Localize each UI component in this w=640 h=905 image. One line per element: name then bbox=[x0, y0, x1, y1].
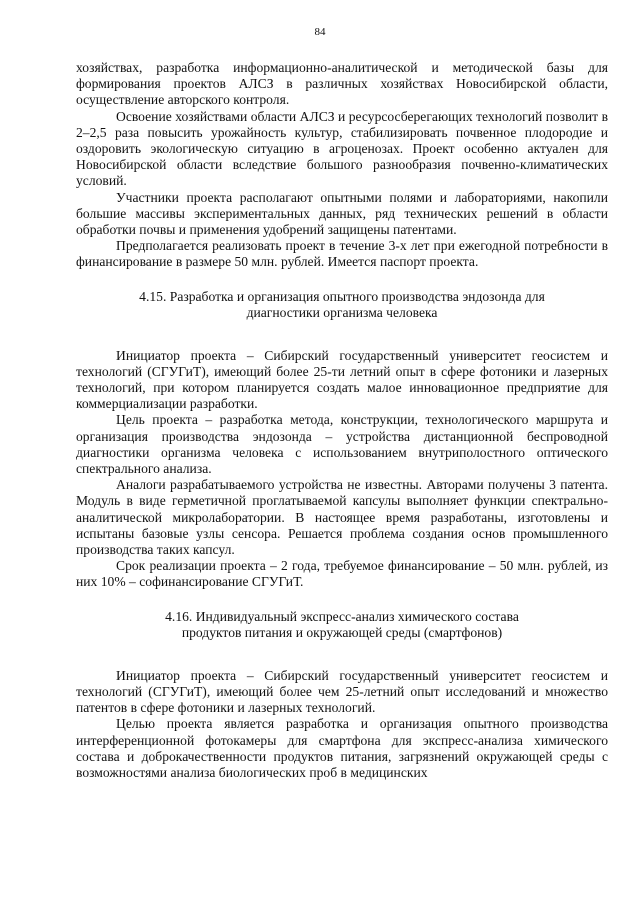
paragraph: Предполагается реализовать проект в течение 3-х лет при ежегодной потребности в финансирование в размере 50 млн. рублей. Имеется паспорт проекта. bbox=[76, 238, 608, 270]
heading-line: диагностики организма человека bbox=[246, 305, 438, 321]
heading-line: 4.16. Индивидуальный экспресс-анализ химического состава bbox=[165, 608, 519, 624]
paragraph: Освоение хозяйствами области АЛСЗ и ресурсосберегающих технологий позволит в 2–2,5 раза повысить урожайность культур, стабилизировать почвенное плодородие и оздоровить экологическую ситуацию в агроценозах. Проект особенно актуален для Новосибирской области вследствие большого разнообразия почвенно-климатических условий. bbox=[76, 108, 608, 189]
paragraph: Участники проекта располагают опытными полями и лабораториями, накопили большие массивы экспериментальных данных, ряд технических решений в области обработки почвы и применения удобрений защищены патентами. bbox=[76, 189, 608, 238]
paragraph: Инициатор проекта – Сибирский государственный университет геосистем и технологий (СГУГиТ), имеющий более чем 25-летний опыт исследований и множество патентов в сфере фотоники и лазерных технологий. bbox=[76, 667, 608, 716]
paragraph: Цель проекта – разработка метода, конструкции, технологического маршрута и организация производства эндозонда – устройства дистанционной беспроводной диагностики организма человека с использованием внутриполостного оптического спектрального анализа. bbox=[76, 412, 608, 477]
page-number: 84 bbox=[314, 26, 326, 38]
paragraph: Целью проекта является разработка и организация опытного производства интерференционной фотокамеры для смартфона для экспресс-анализа химического состава и доброкачественности продуктов питания, загрязнений окружающей среды с возможностями анализа биологических проб в медицинских bbox=[76, 716, 608, 780]
section-heading-4-16 bbox=[76, 609, 608, 642]
paragraph: хозяйствах, разработка информационно-аналитической и методической базы для формирования проектов АЛСЗ в различных хозяйствах Новосибирской области, осуществление авторского контроля. bbox=[76, 60, 608, 108]
paragraph: Аналоги разрабатываемого устройства не известны. Авторами получены 3 патента. Модуль в виде герметичной проглатываемой капсулы выполняет функции спектрально-аналитической микролаборатории. В настоящее время разработаны, изготовлены и испытаны базовые узлы сенсора. Решается проблема создания основ промышленного производства таких капсул. bbox=[76, 477, 608, 558]
paragraph: Инициатор проекта – Сибирский государственный университет геосистем и технологий (СГУГиТ), имеющий более 25-ти летний опыт в сфере фотоники и лазерных технологий, при котором планируется создать малое инновационное предприятие для коммерциализации разработки. bbox=[76, 347, 608, 412]
heading-line: продуктов питания и окружающей среды (смартфонов) bbox=[181, 625, 503, 641]
paragraph: Срок реализации проекта – 2 года, требуемое финансирование – 50 млн. рублей, из них 10% – софинансирование СГУГиТ. bbox=[76, 558, 608, 590]
heading-line: 4.15. Разработка и организация опытного производства эндозонда для bbox=[139, 288, 545, 304]
section-heading-4-15 bbox=[76, 289, 608, 322]
document-body bbox=[76, 60, 608, 781]
